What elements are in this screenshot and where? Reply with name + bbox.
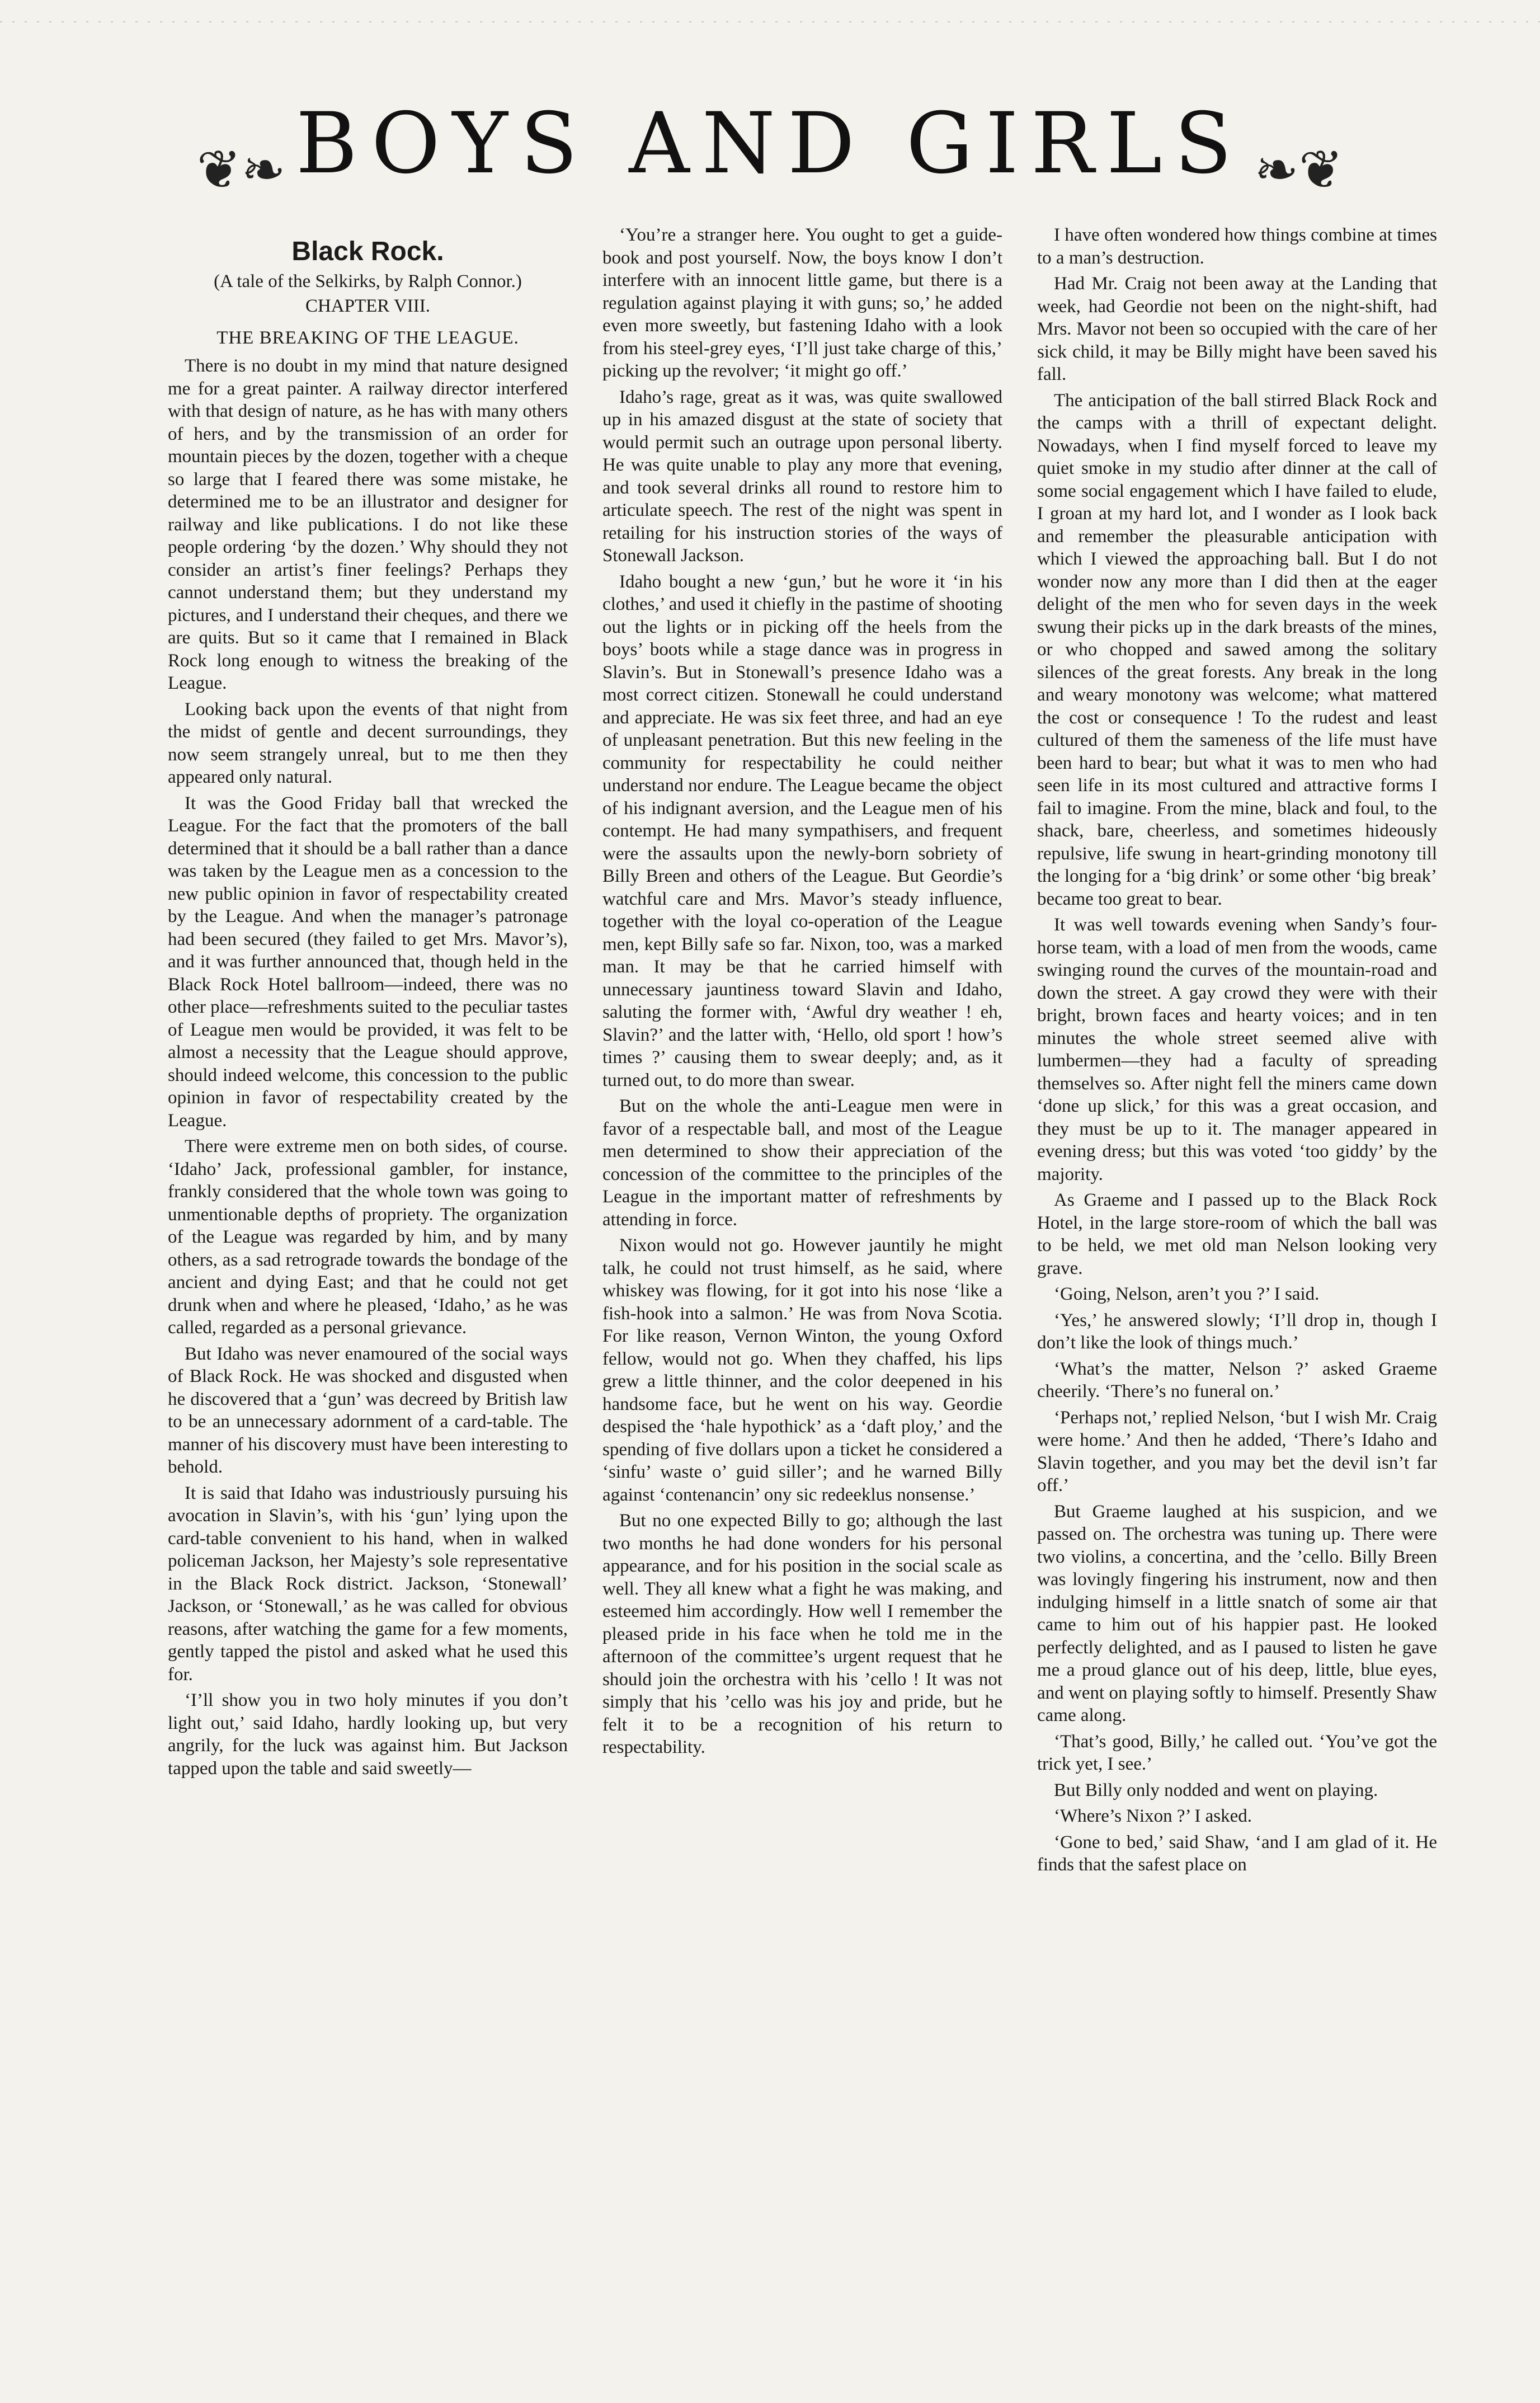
column-2 [602, 224, 1002, 2361]
masthead [0, 95, 1540, 201]
paragraph: There is no doubt in my mind that nature designed me for a great painter. A railway director interfered with that design of nature, as he has with many others of hers, and by the transmission of an order for mountain pieces by the dozen, together with a cheque so large that I feared there was some mistake, he determined me to be an illustrator and designer for railway and like publications. I do not like these people ordering ‘by the dozen.’ Why should they not consider an artist’s finer feelings? Perhaps they cannot understand them; but they understand my pictures, and I understand their cheques, and there we are quits. But so it came that I remained in Black Rock long enough to witness the breaking of the League. [168, 356, 568, 693]
column-1 [168, 224, 568, 2361]
paragraph: But no one expected Billy to go; although the last two months he had done wonders for his personal appearance, and for his position in the social scale as well. They all knew what a fight he was making, and esteemed him accordingly. How well I remember the pleased pride in his face when he told me in the afternoon of the committee’s urgent request that he should join the orchestra with his ’cello ! It was not simply that his ’cello was his joy and pride, but he felt it to be a recognition of his return to respectability. [602, 1511, 1002, 1757]
paragraph: ‘Where’s Nixon ?’ I asked. [1054, 1806, 1252, 1826]
story-byline: (A tale of the Selkirks, by Ralph Connor.) [214, 271, 522, 291]
paragraph: Idaho’s rage, great as it was, was quite swallowed up in his amazed disgust at the state of society that would permit such an outrage upon personal liberty. He was quite unable to play any more that evening, and took several drinks all round to restore him to articulate speech. The rest of the night was spent in retailing for his instruction stories of the ways of Stonewall Jackson. [602, 387, 1002, 566]
paragraph: But Idaho was never enamoured of the social ways of Black Rock. He was shocked and disgusted when he discovered that a ‘gun’ was decreed by British law to be an unnecessary adornment of a card-table. The manner of his discovery must have been interesting to behold. [168, 1343, 568, 1477]
paragraph: ‘You’re a stranger here. You ought to get a guide-book and post yourself. Now, the boys know I don’t interfere with an innocent little game, but there is a regulation against playing it with guns; so,’ he added even more sweetly, but fastening Idaho with a look from his steel-grey eyes, ‘I’ll just take charge of this,’ picking up the revolver; ‘it might go off.’ [602, 225, 1002, 381]
paragraph: ‘Perhaps not,’ replied Nelson, ‘but I wish Mr. Craig were home.’ And then he added, ‘There’s Idaho and Slavin together, and you may bet the devil isn’t far off.’ [1037, 1407, 1437, 1496]
chapter-number: CHAPTER VIII. [305, 296, 431, 316]
left-ornament: ❦❧ [196, 140, 286, 200]
paragraph: It is said that Idaho was industriously pursuing his avocation in Slavin’s, with his ‘gun’ lying upon the card-table convenient to his hand, when in walked policeman Jackson, her Majesty’s sole representative in the Black Rock district. Jackson, ‘Stonewall’ Jackson, or ‘Stonewall,’ as he was called for obvious reasons, after watching the game for a few moments, gently tapped the pistol and asked what he used this for. [168, 1483, 568, 1685]
top-border-dots [0, 21, 1540, 22]
paragraph: But Billy only nodded and went on playing. [1054, 1780, 1378, 1800]
paragraph: Had Mr. Craig not been away at the Landing that week, had Geordie not been on the night-shift, had Mrs. Mavor not been so occupied with the care of her sick child, it may be Billy might have been saved his fall. [1037, 274, 1437, 384]
paragraph: It was well towards evening when Sandy’s four-horse team, with a load of men from the woods, came swinging round the curves of the mountain-road and down the street. A gay crowd they were with their bright, brown faces and hearty voices; and in ten minutes the whole street seemed alive with lumbermen—they had a faculty of spreading themselves so. After night fell the miners came down ‘done up slick,’ for this was a great occasion, and they must be up to it. The manager appeared in evening dress; but this was voted ‘too giddy’ by the majority. [1037, 915, 1437, 1184]
paragraph: I have often wondered how things combine at times to a man’s destruction. [1037, 225, 1437, 268]
paragraph: Looking back upon the events of that night from the midst of gentle and decent surroundings, they now seem strangely unreal, but to me then they appeared only natural. [168, 699, 568, 787]
paragraph: ‘Yes,’ he answered slowly; ‘I’ll drop in, though I don’t like the look of things much.’ [1037, 1310, 1437, 1353]
paragraph: ‘What’s the matter, Nelson ?’ asked Graeme cheerily. ‘There’s no funeral on.’ [1037, 1358, 1437, 1402]
paragraph: There were extreme men on both sides, of course. ‘Idaho’ Jack, professional gambler, for instance, frankly considered that the whole town was going to unmentionable depths of propriety. The organization of the League was regarded by him, and by many others, as a sad retrograde towards the bondage of the ancient and dying East; and that he could not get drunk when and where he pleased, ‘Idaho,’ as he was called, regarded as a personal grievance. [168, 1136, 568, 1338]
paragraph: ‘That’s good, Billy,’ he called out. ‘You’ve got the trick yet, I see.’ [1037, 1731, 1437, 1774]
right-ornament: ❧❦ [1254, 140, 1344, 200]
paragraph: It was the Good Friday ball that wrecked the League. For the fact that the promoters of the ball determined that it should be a ball rather than a dance was taken by the League men as a concession to the new public opinion in favor of respectability created by the League. And when the manager’s patronage had been secured (they failed to get Mrs. Mavor’s), and it was further announced that, though held in the Black Rock Hotel ballroom—indeed, there was no other place—refreshments suited to the peculiar tastes of League men would be provided, it was felt to be almost a necessity that the League should approve, should indeed welcome, this concession to the public opinion in favor of respectability created by the League. [168, 793, 568, 1131]
paragraph: But Graeme laughed at his suspicion, and we passed on. The orchestra was tuning up. There were two violins, a concertina, and the ’cello. Billy Breen was lovingly fingering his instrument, now and then indulging himself in a little snatch of some air that came to him out of his happier past. He looked perfectly delighted, and as I paused to listen he gave me a proud glance out of his deep, little, blue eyes, and went on playing softly to himself. Presently Shaw came along. [1037, 1501, 1437, 1725]
chapter-title: THE BREAKING OF THE LEAGUE. [216, 327, 519, 348]
section-title: BOYS AND GIRLS [295, 95, 1245, 192]
article-columns [168, 224, 1438, 2361]
paragraph: But on the whole the anti-League men were in favor of a respectable ball, and most of the League men determined to show their appreciation of the concession of the committee to the principles of the League in the important matter of refreshments by attending in force. [602, 1096, 1002, 1230]
paragraph: ‘Going, Nelson, aren’t you ?’ I said. [1054, 1284, 1320, 1304]
paragraph: As Graeme and I passed up to the Black Rock Hotel, in the large store-room of which the ball was to be held, we met old man Nelson looking very grave. [1037, 1190, 1437, 1278]
paragraph: ‘Gone to bed,’ said Shaw, ‘and I am glad of it. He finds that the safest place on [1037, 1832, 1437, 1875]
story-title: Black Rock. [291, 237, 444, 266]
paragraph: Idaho bought a new ‘gun,’ but he wore it ‘in his clothes,’ and used it chiefly in the pastime of shooting out the lights or in picking off the heels from the boys’ boots while a stage dance was in progress in Slavin’s. But in Stonewall’s presence Idaho was a most correct citizen. Stonewall he could understand and appreciate. He was six feet three, and had an eye of unpleasant penetration. But this new feeling in the community for respectability he could neither understand nor endure. The League became the object of his indignant aversion, and the League men of his contempt. He had many sympathisers, and frequent were the assaults upon the newly-born sobriety of Billy Breen and others of the League. But Geordie’s watchful care and Mrs. Mavor’s steady influence, together with the loyal co-operation of the League men, kept Billy safe so far. Nixon, too, was a marked man. It may be that he carried himself with unnecessary jauntiness toward Slavin and Idaho, saluting the former with, ‘Awful dry weather ! eh, Slavin?’ and the latter with, ‘Hello, old sport ! how’s times ?’ causing them to swear deeply; and, as it turned out, to do more than swear. [602, 571, 1002, 1090]
paragraph: The anticipation of the ball stirred Black Rock and the camps with a thrill of expectant delight. Nowadays, when I find myself forced to leave my quiet smoke in my studio after dinner at the call of some social engagement which I have failed to elude, I groan at my hard lot, and I wonder as I look back and remember the pleasurable anticipation with which I viewed the approaching ball. But I do not wonder now any more than I did then at the eager delight of the men who for seven days in the week swung their picks up in the dark breasts of the mines, or who chopped and sawed among the solitary silences of the great forests. Any break in the long and weary monotony was welcome; what mattered the cost or consequence ! To the rudest and least cultured of them the sameness of the life must have been hard to bear; but what it was to men who had seen life in its most cultured and attractive forms I fail to imagine. From the mine, black and foul, to the shack, bare, cheerless, and sometimes hideously repulsive, life swung in heart-grinding monotony till the longing for a ‘big drink’ or some other ‘big break’ became too great to bear. [1037, 390, 1437, 909]
column-3 [1037, 224, 1437, 2361]
paragraph: ‘I’ll show you in two holy minutes if you don’t light out,’ said Idaho, hardly looking up, but very angrily, for the luck was against him. But Jackson tapped upon the table and said sweetly— [168, 1690, 568, 1779]
paragraph: Nixon would not go. However jauntily he might talk, he could not trust himself, as he said, where whiskey was flowing, for it got into his nose ‘like a fish-hook into a salmon.’ He was from Nova Scotia. For like reason, Vernon Winton, the young Oxford fellow, would not go. When they chaffed, his lips grew a little thinner, and the color deepened in his handsome face, but he went on his way. Geordie despised the ‘hale hypothick’ as a ‘daft ploy,’ and the spending of five dollars upon a ticket he considered a ‘sinfu’ waste o’ guid siller’; and he warned Billy against ‘contenancin’ ony sic redeeklus nonsense.’ [602, 1235, 1002, 1505]
